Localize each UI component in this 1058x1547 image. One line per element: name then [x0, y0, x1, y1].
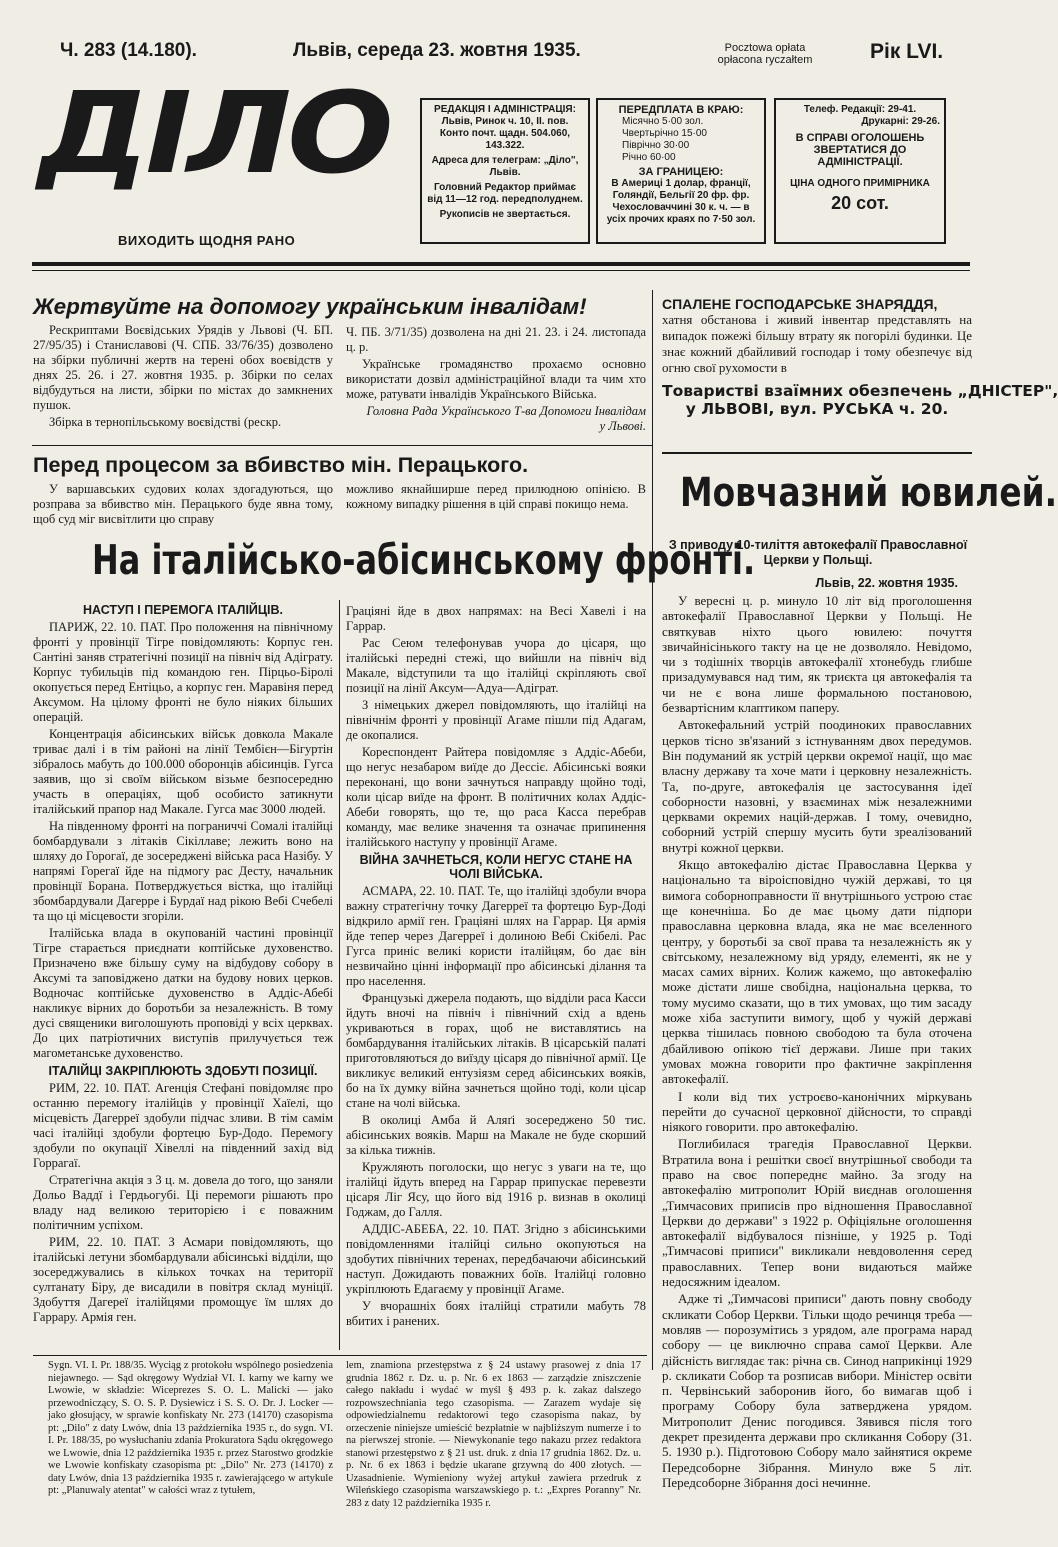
- front-headline: На італійсько-абісинському фронті.: [92, 536, 756, 584]
- jubilee-text: І коли від тих устроєво-канонічних міркувань перейти до сучасної церковної дійсности, то справді ніякого говорити. про автокефалію.: [662, 1088, 972, 1135]
- jubilee-text: Автокефальний устрій поодиноких православних церков тісно зв'язаний з істнуванням двох передумов. Він подуманий як устрій церкви окремої нації, що має власну державу та хоче мати і церковну незалежність. Та, по-друге, автокефалія це застосування ідеї соборности назовні, у взаєминах між незалежними церквами окремих націй-держав. І тому, очевидно, соборний устрій спершу мусить бути зреалізований внутрі кожної церкви.: [662, 717, 972, 855]
- front-text: Італійська влада в окупованій частині провінції Тігре старається приєднати коптійське духовенство. Призначено вже більшу суму на відбудову собору в Аксумі та заповіджено датки на будову нових церков. Водночас коптійське духовенство в Аддіс-Абебі накликує вірних до боротьби за незалежність. В тому дусі священики виголошують проповіді у всіх церквах. До цих патріотичних виступів прилучується теж магометанське духовенство.: [33, 926, 333, 1060]
- editorial-line: Конто почт. щадн. 504.060, 143.322.: [439, 128, 571, 151]
- censor-col2: lem, znamiona przestępstwa z § 24 ustawy prasowej z dnia 17 grudnia 1862 r. Dz. u. p. Nr. 6 ex 1863 — zarządzie zniszczenie całego nakładu i wydać w myśl § 493 p. k. zakaz dalszego rozpowszechniania tego czasopisma. — Zarazem wydaje się odpowiedzialnemu redaktorowi tego czasopisma nakaz, by orzeczenie niniejsze umieścić bezpłatnie w najbliższym numerze i to na pierwszej stronie. — Niewykonanie tego nakazu przez redaktora stanowi przestępstwo z § 21 ust. druk. z dnia 17 grudnia 1862. Dz. u. p. Nr. 6 ex 1863 i będzie ukarane grzywną do 400 złotych. — Uzasadnienie. Wymieniony wyżej artykuł zawiera przedruk z Wileńskiego czasopisma warszawskiego p. t.: „Expres Poranny" Nr. 283 z daty 12 października 1935 r.: [346, 1360, 641, 1509]
- front-text: Кореспондент Райтера повідомляє з Аддіс-Абеби, що негус незабаром виїде до Дессіє. Абісинські вояки переконані, що вони зачнуться направду щойно тоді, коли цісар виїде на фронт. В політичних колах Аддіс-Абеби говорять, що те, що раса Касса перебрав команду, має велике значення та означає припинення італійського наступу у провінції Агаме.: [346, 745, 646, 849]
- jubilee-dateline: Львів, 22. жовтня 1935.: [815, 576, 958, 590]
- front-text: Кружляють поголоски, що негус з уваги на те, що італійці йдуть вперед на Гаррар припускає перевезти цісаря Ліг Ясу, що його від 1916 р. визнав в околиці Годжам, до Галля.: [346, 1160, 646, 1219]
- front-text: АСМАРА, 22. 10. ПАТ. Те, що італійці здобули вчора важну стратегічну точку Дагерреї та фортецю Бур-Доді відкрило армії ген. Граціяні шлях на Гаррар. Ця армія йде тепер через Дагерреї і долиною Вебі Скібелі. Рас Гугса приніс великі користи італійцям, бо дає він незвичайно цінні інформації про абісинські ділання та про населення.: [346, 884, 646, 988]
- appeal-text: Рескриптами Воєвідських Урядів у Львові (Ч. БП. 27/95/35) і Станиславові (Ч. СПБ. 33/76/35) дозволено на збірки публичні жертв на терені обох воєвідств у днях 25. 26. і 27. жовтня 1935. р. Збірки по селах відбудуться на листи, збірки по містах до замкнених пушок.: [33, 323, 333, 412]
- price-label: ЦІНА ОДНОГО ПРИМІРНИКА: [790, 178, 930, 189]
- front-col2: [346, 604, 646, 1352]
- appeal-text: Українське громадянство прохаємо основно використати дозвіл адміністраційної влади та чим хто може, ратувати інвалідів Українського Війська.: [346, 357, 646, 401]
- issue-number: Ч. 283 (14.180).: [60, 40, 197, 61]
- trial-col1: [33, 482, 333, 532]
- masthead-rule: [32, 262, 970, 266]
- subscription-row: Піврічно 30·00: [622, 140, 690, 151]
- jubilee-text: Поглибилася трагедія Православної Церкви. Втратила вона і решітки своєї внутрішньої свободи та право на своє попереднє майно. За згоду на автокефалію митрополит Юрій виєднав оголошення „Тимчасових приписів про відношення Православної Церкви до держави" з 1922 р. Офіціяльне оголошення автокефалії відбувалося пізніше, у 1925 р. Тоді „Тимчасові приписи" викликали невдоволення серед православних. Тепер вони видаються майже недосяжним ідеалом.: [662, 1136, 972, 1290]
- jubilee-text: У вересні ц. р. минуло 10 літ від проголошення автокефалії Православної Церкви у Польщі. Не святкував ніхто цього ювилею: почуття звичайнісінького такту на це не дозволяло. Невідомо, чи з тодішніх творців автокефалії хтонебудь глибше призадумувався над тим, як триєкта ця автокефалія та чи не є вона лише формальною постановою, безвартісним клаптиком паперу.: [662, 593, 972, 716]
- subscription-title: ПЕРЕДПЛАТА В КРАЮ:: [618, 104, 744, 116]
- trial-headline: Перед процесом за вбивство мін. Перацького.: [33, 453, 529, 477]
- front-text: У вчорашніх боях італійці стратили мабуть 78 вбитих і ранених.: [346, 1299, 646, 1328]
- front-text: З німецьких джерел повідомляють, що італійці на північнім фронті у провінції Агаме пішли під Адагам, де окопалися.: [346, 698, 646, 742]
- front-text: ПАРИЖ, 22. 10. ПАТ. Про положення на північному фронті у провінції Тігре повідомляють: Корпус ген. Сантіні заняв стратегічні позиції на північ від Адіграту. Корпус тубильців під командою ген. Пірцьо-Біролі окопується перед Ентіцьо, а корпус ген. Маравіня перед Аксумом. На цілому фронті не було ніяких більших операцій.: [33, 620, 333, 724]
- editorial-line: Головний Редактор приймає від 11—12 год. передполуднем.: [427, 182, 583, 205]
- front-text: Французькі джерела подають, що відділи раса Касси йдуть вночі на північ і північний схід а вдень укриваються в горах, щоб не виставлятись на бомбардування італійських літаків. В цісарській палаті приготовляються до виїзду цісаря до північної армії. Це викликує великий ентузіязм серед абісинських вояків, бо на їх думку війна зачнеться щойно тоді, коли цісар стане на чолі війська.: [346, 991, 646, 1110]
- front-text: Стратегічна акція з 3 ц. м. довела до того, що заняли Дольо Ваддї і Гердьогубі. Ці перемоги рішають про владу над великою територією і є поважним політичним успіхом.: [33, 1173, 333, 1232]
- front-text: В околиці Амба й Аляґі зосереджено 50 тис. абісинських вояків. Марш на Макале не буде скорший за кілька тижнів.: [346, 1113, 646, 1157]
- year-label: Рік LVI.: [870, 40, 944, 63]
- subscription-row: Місячно 5·00 зол.: [622, 116, 704, 127]
- appeal-col2: [346, 325, 646, 443]
- editorial-line: Адреса для телеграм: „Діло", Львів.: [431, 155, 579, 178]
- tagline: ВИХОДИТЬ ЩОДНЯ РАНО: [118, 233, 296, 248]
- subscription-box: [596, 98, 766, 244]
- front-text: На південному фронті на пограниччі Сомалі італійці бомбардували з літаків Сікіллаве; лежить воно на шляху до Горогаї, де зосереджені війська раса Назібу. У напрямі Горегаї йде на підмогу рас Десту, начальник провінції Борана. Потверджується вістка, що італійці збомбардували Дагерре і Бурдаї над рікою Вебі Счебелі та що ці місцевости згоріли.: [33, 819, 333, 923]
- censor-rule: [33, 1355, 647, 1356]
- front-subhead: НАСТУП І ПЕРЕМОГА ІТАЛІЙЦІВ.: [82, 603, 284, 617]
- masthead-title: ДІЛО: [38, 69, 390, 199]
- editorial-box: [420, 98, 590, 244]
- appeal-signature: Головна Рада Українського Т-ва Допомоги Інвалідам у Львові.: [366, 404, 646, 433]
- front-text: РИМ, 22. 10. ПАТ. Агенція Стефані повідомляє про останню перемогу італійців у провінції Хаїелі, що місцевість Дагерреї здобули підчас зливи. В тім самім часі італійці здобули фортецю Бур-Додо. Перемогу здобули по окупації Хівеллі на південний захід від Горрагаї.: [33, 1081, 333, 1170]
- ad-company: Товаристві взаїмних обезпечень „ДНІСТЕР",: [662, 382, 1058, 400]
- abroad-title: ЗА ГРАНИЦЕЮ:: [638, 166, 724, 178]
- trial-text: У варшавських судових колах здогадуються, що розправа за вбивство мін. Перацького буде явна тому, щоб суд міг висвітлити цю справу: [33, 482, 333, 526]
- front-text: РИМ, 22. 10. ПАТ. З Асмари повідомляють, що італійські летуни збомбардували абісинські відділи, що зосереджувались в кількох точках на території султанату Біру, де висадили в повітря склад муніції. Здобуття Дагереї італійцями промощує їм шлях до Гаррару. Армія ген.: [33, 1235, 333, 1324]
- front-subhead: ВІЙНА ЗАЧНЕТЬСЯ, КОЛИ НЕГУС СТАНЕ НА ЧОЛІ ВІЙСЬКА.: [359, 853, 633, 881]
- jubilee-text: Якщо автокефалію дістає Православна Церква у національно та віроісповідно чужій державі, то ця вимога соборноправности її внутрішнього устрою стає ще конечніша. Бо де має цьому дати підпори православна церковна влада, яка не має вселенного центру, у боротьбі за свої права та незалежність як у світському, незалежному від уряду, елементі, як не у масах самих вірних. Колиж кажемо, що автокефалію може дістати лише свобідна, національна церква, то тому мусимо сказати, що в тих умовах, що тим засаду може хіба заступити вимогу, щоб у чужій державі церква тішилась повною свободою та була оточена дбайливою опікою тієї держави. Лише при таких умовах можна говорити про фактичне закріплення автокефалії.: [662, 857, 972, 1087]
- abroad-text: В Америці 1 долар, франції, Голяндії, Бельгії 20 фр. фр. Чехословаччині 30 к. ч. — в усіх прочих краях по 7·50 зол.: [606, 178, 756, 225]
- editorial-line: Львів, Ринок ч. 10, II. пов.: [441, 116, 569, 127]
- masthead-rule-thin: [32, 270, 970, 271]
- ad-address: у ЛЬВОВІ, вул. РУСЬКА ч. 20.: [685, 400, 949, 418]
- jubilee-body: [662, 593, 972, 1518]
- jubilee-headline: Мовчазний ювилей.: [680, 470, 1058, 516]
- front-text: АДДІС-АБЕБА, 22. 10. ПАТ. Згідно з абісинськими повідомленнями італійці сильно окопуються на здобутих північних теренах, передбачаючи абісинський наступ. Дожидають поважних боїв. Італійці головно укріплюють Едагаєму у провінції Агаме.: [346, 1222, 646, 1296]
- subscription-row: Чвертьрічно 15·00: [622, 128, 707, 139]
- issue-date: Львів, середа 23. жовтня 1935.: [293, 40, 581, 61]
- postage-note: Poсztowa оpłatа opłacona ryczałtem: [717, 42, 813, 66]
- column-divider: [339, 600, 340, 1350]
- appeal-col1: [33, 323, 333, 443]
- front-text: Концентрація абісинських військ довкола Макале триває далі і в тім районі на лінії Тембієн—Бігуртін зібралось мабуть до 100.000 оборонців абісинців. Гугса заявив, що зі своїм військом візьме безпосередню участь в операціях, щоб особисто затикнути італійський прапор над Макале. Гугса має 3000 людей.: [33, 727, 333, 816]
- jubilee-rule: [662, 452, 972, 454]
- ad-text: хатня обстанова і живий інвентар представлять на випадок пожежі більшу втрату як погорілі будинки. Це знає кожний дбайливий господар і тому обезпечує від огню свої рухомости в: [662, 312, 972, 375]
- jubilee-subtitle: З приводу 10-тиліття автокефалії Православної Церкви у Польщі.: [668, 538, 968, 567]
- editorial-line: РЕДАКЦІЯ І АДМІНІСТРАЦІЯ:: [434, 104, 576, 115]
- column-divider: [652, 290, 653, 1370]
- front-text: Рас Сеюм телефонував учора до цісаря, що італійські передні стежі, що вийшли на північ від Макале, відступили та що італійці скріпляють свої позиції на лінії Аксум—Адуа—Адіграт.: [346, 636, 646, 695]
- front-col1: [33, 600, 333, 1352]
- phone-line: Друкарні: 29-26.: [861, 116, 940, 127]
- phone-box: [774, 98, 946, 244]
- trial-text: можливо якнайширше перед прилюдною опінією. В кожному випадку рішення в цій справі покищо нема.: [346, 482, 646, 511]
- trial-col2: [346, 482, 646, 532]
- ad-title: СПАЛЕНЕ ГОСПОДАРСЬКЕ ЗНАРЯДДЯ,: [662, 296, 938, 312]
- section-rule: [32, 445, 652, 446]
- ads-note: В СПРАВІ ОГОЛОШЕНЬ ЗВЕРТАТИСЯ ДО АДМІНІСТРАЦІЇ.: [795, 132, 925, 168]
- subscription-row: Річно 60·00: [622, 152, 676, 163]
- editorial-line: Рукописів не звертається.: [439, 209, 571, 220]
- censor-col1: Sygn. VI. I. Pr. 188/35. Wyciąg z protokołu wspólnego posiedzenia niejawnego. — Sąd okręgowy Wydział VI. I. karny we karny we Lwowie, w składzie: Wiceprezes S. O. L. Malicki — jako przewodniczący, S. O. S. P. Dysiewicz i S. S. O. Dr. J. Locker — jako głosujący, w sprawie konfiskaty Nr. 273 (14170) czasopisma pt: „Dilo" z daty Lwów, dnia 13 października 1935 r., do sygn. VI. I. Pr. 188/35, po wysłuchaniu zdania Prokuratora Sądu okręgowego we Lwowie, dnia 12 października 1935 r. przez Starostwo grodzkie we Lwowie konfiskaty czasopisma pt: „Dilo" Nr. 273 (14170) z daty Lwów, dnia 13 października 1935 r. zawierającego w artykule pt: „Planuwaly atentat" w całości wraz z tytułem,: [48, 1360, 333, 1496]
- appeal-text: Збірка в тернопільському воєвідстві (рескр.: [49, 415, 282, 429]
- appeal-text: Ч. ПБ. 3/71/35) дозволена на дні 21. 23. і 24. листопада ц. р.: [346, 325, 646, 354]
- phone-line: Телеф. Редакції: 29-41.: [803, 104, 917, 115]
- dnister-ad: [662, 296, 1058, 418]
- front-text: Граціяні йде в двох напрямах: на Весі Хавелі і на Гаррар.: [346, 604, 646, 633]
- price-value: 20 сот.: [831, 193, 889, 213]
- front-subhead: ІТАЛІЙЦІ ЗАКРІПЛЮЮТЬ ЗДОБУТІ ПОЗИЦІЇ.: [48, 1064, 318, 1078]
- jubilee-text: Адже ті „Тимчасові приписи" дають повну свободу скликати Собор Церкви. Тільки щодо речинця треба — мовляв — порозумітись з урядом, але програма нарад собору — це виключно справа самої Церкви. Але дійсність виглядає так: річна св. Синод наприкінці 1929 р. скликати Собор та розписав вибори. Міністер освіти п. Червінський заборонив його, бо вимагав щоб і програму Собору була затверджена урядом. Митрополит Денис погодився. Зявився після того декрет президента держави про скликання Собору (31. 5. 1930 р.). Підготовою Собору мало зайнятися окреме Передсоборне Зібрання. Минуло вже 5 літ. Передсоборне Зібрання досі нечинне.: [662, 1291, 972, 1490]
- appeal-headline: Жертвуйте на допомогу українським інвалідам!: [33, 294, 587, 319]
